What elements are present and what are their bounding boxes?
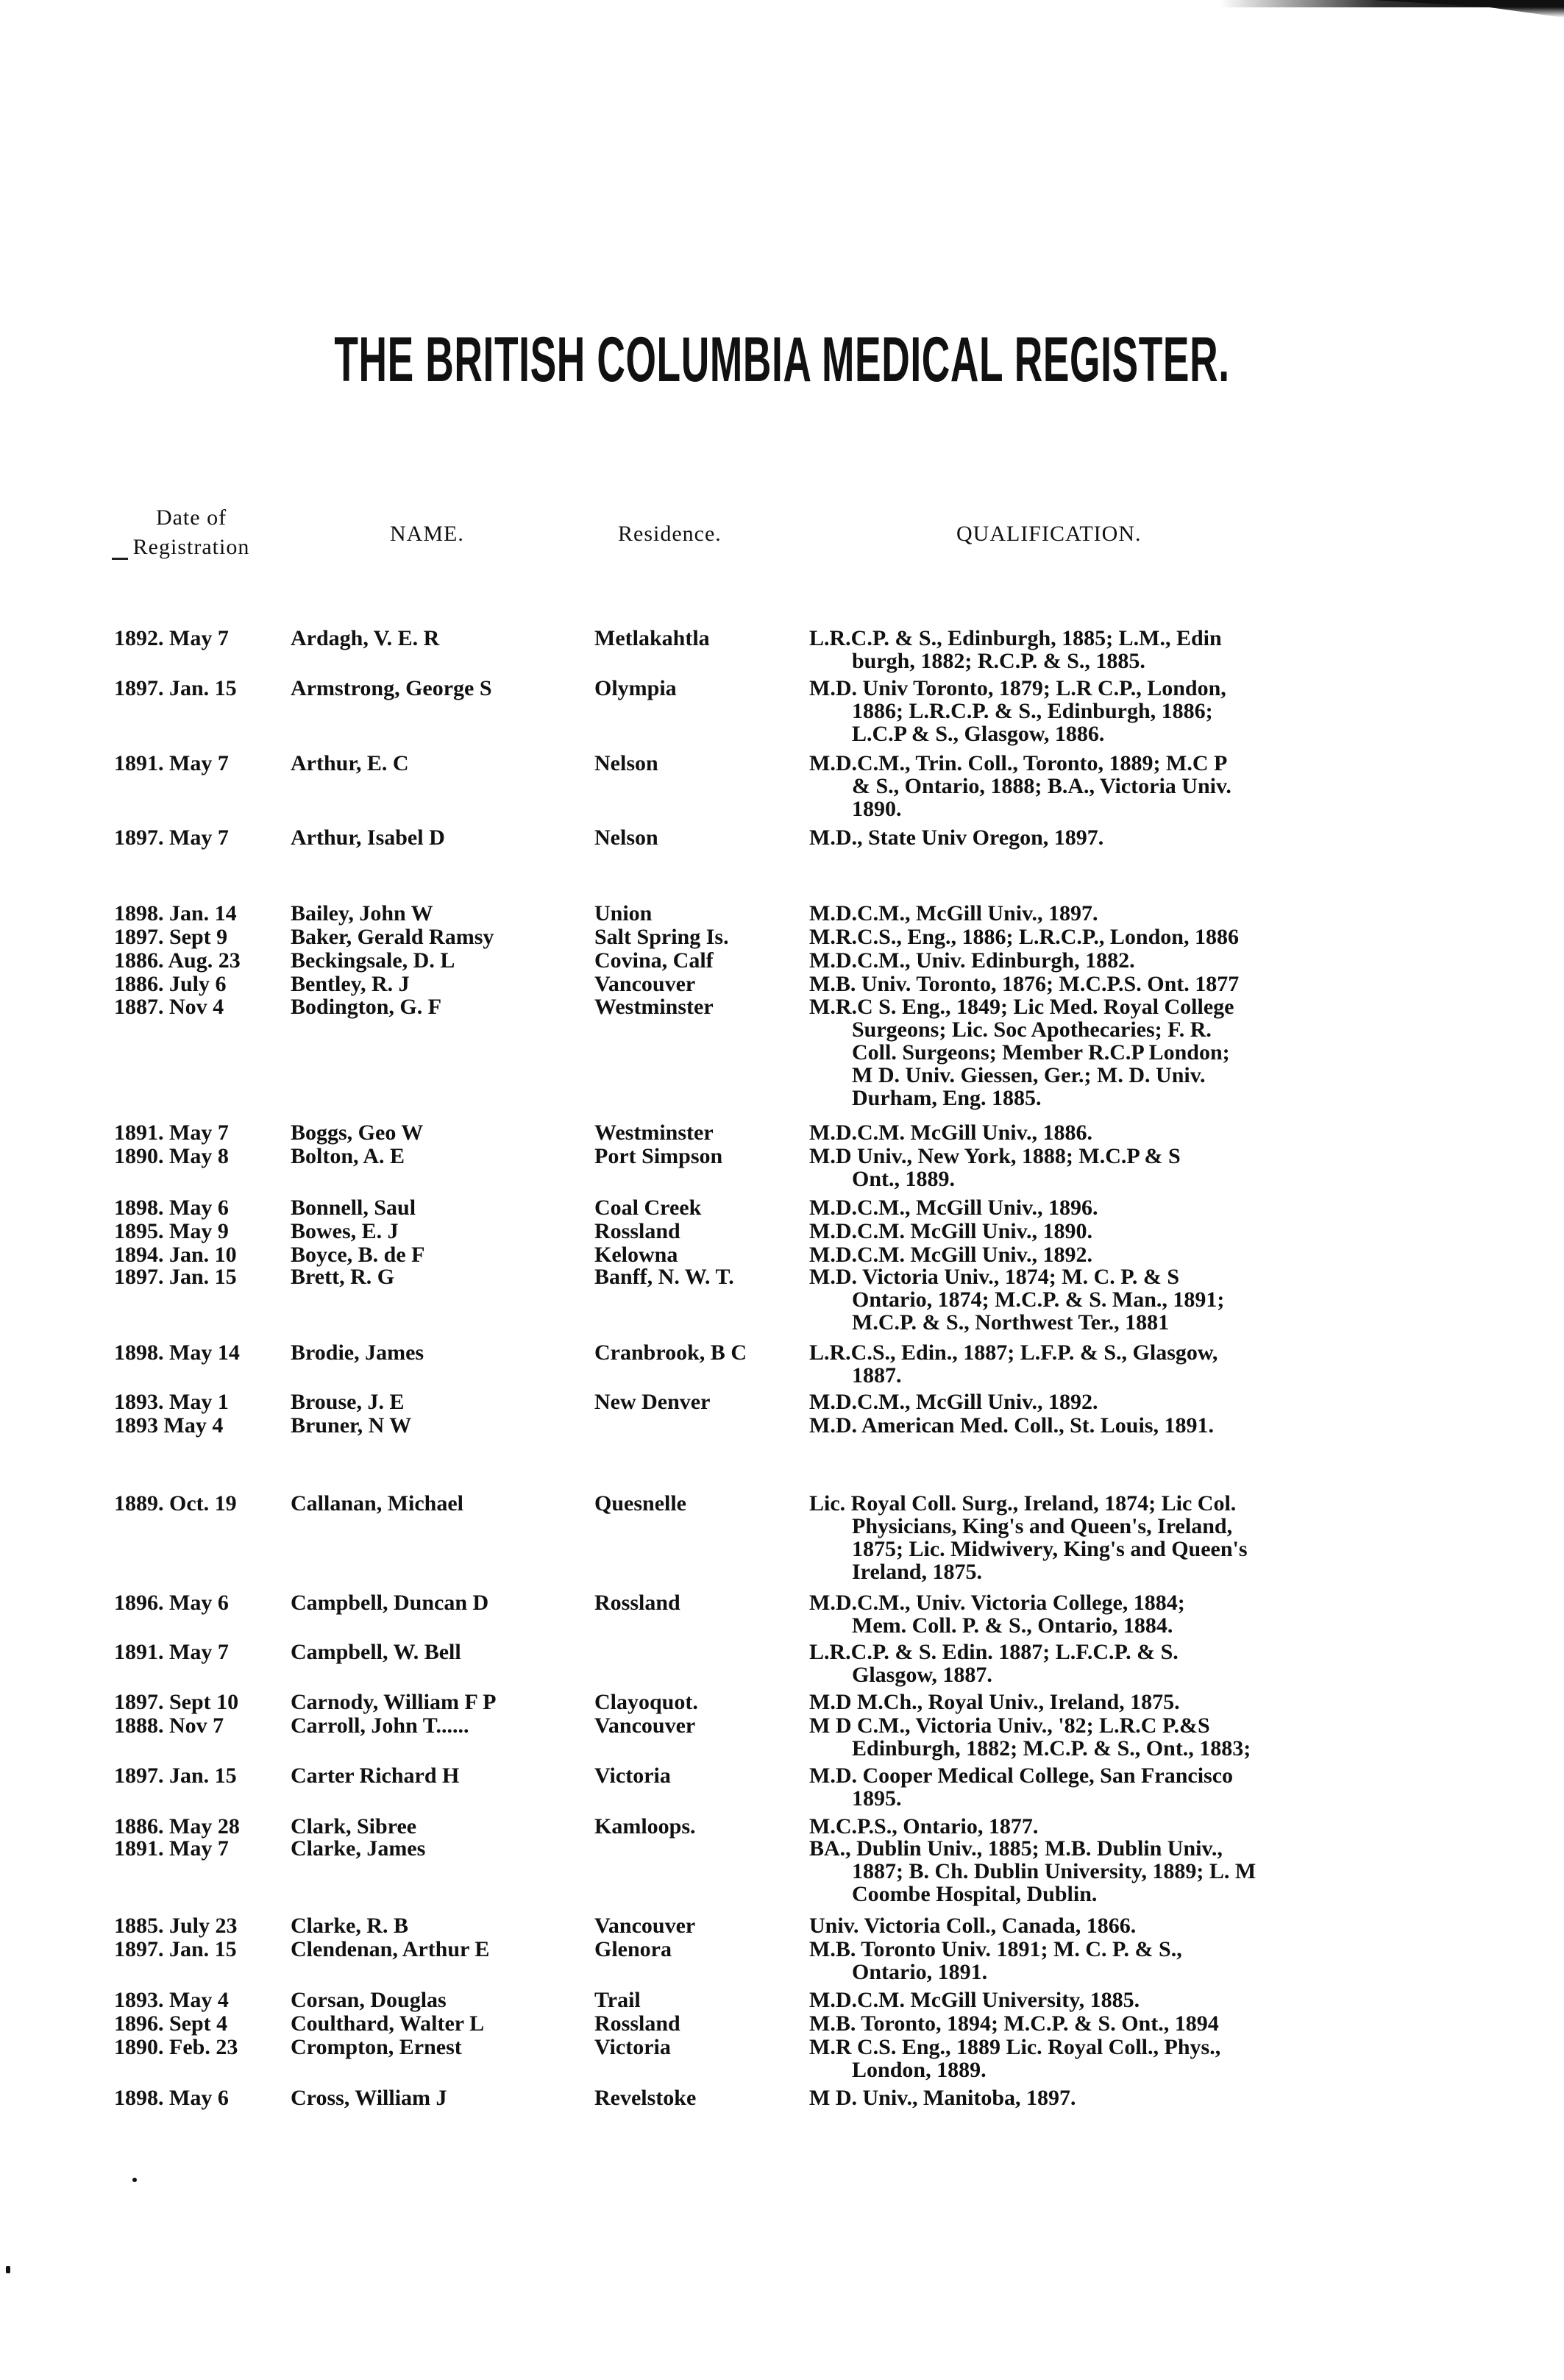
entry-date: 1897. Jan. 15 [114, 1937, 237, 1961]
entry-qualification [809, 752, 1471, 820]
entry-name: Brouse, J. E [291, 1390, 405, 1414]
entry-date: 1893. May 4 [114, 1988, 229, 2012]
entry-qualification [809, 1341, 1471, 1387]
entry-residence: Quesnelle [594, 1491, 686, 1516]
entry-date: 1886. July 6 [114, 972, 227, 996]
entry-date: 1898. May 14 [114, 1340, 240, 1365]
entry-residence: Banff, N. W. T. [594, 1265, 734, 1289]
entry-residence: Cranbrook, B C [594, 1340, 747, 1365]
qualification-line: 1887; B. Ch. Dublin University, 1889; L. M [852, 1859, 1256, 1883]
entry-date: 1889. Oct. 19 [114, 1491, 237, 1516]
scan-speck [132, 2178, 137, 2182]
entry-name: Bolton, A. E [291, 1144, 405, 1168]
entry-residence: Westminster [594, 1120, 714, 1145]
qualification-line: M.D. Victoria Univ., 1874; M. C. P. & S [809, 1265, 1180, 1289]
qualification-line: & S., Ontario, 1888; B.A., Victoria Univ. [852, 774, 1231, 798]
entry-date: 1891. May 7 [114, 751, 229, 775]
entry-qualification [809, 2086, 1471, 2109]
qualification-line: 1887. [852, 1363, 902, 1388]
entry-residence: Vancouver [594, 972, 696, 996]
entry-name: Crompton, Ernest [291, 2035, 462, 2059]
qualification-line: London, 1889. [852, 2058, 987, 2082]
qualification-line: L.R.C.S., Edin., 1887; L.F.P. & S., Glasgow, [809, 1340, 1218, 1365]
entry-qualification [809, 973, 1471, 995]
entry-name: Campbell, Duncan D [291, 1591, 489, 1615]
entry-date: 1898. May 6 [114, 2086, 229, 2110]
entry-name: Bentley, R. J [291, 972, 410, 996]
qualification-line: M.D., State Univ Oregon, 1897. [809, 825, 1104, 850]
entry-name: Bailey, John W [291, 901, 433, 926]
entry-residence: Olympia [594, 676, 677, 700]
entry-name: Bowes, E. J [291, 1219, 399, 1243]
qualification-line: Glasgow, 1887. [852, 1663, 992, 1687]
qualification-line: M.D. American Med. Coll., St. Louis, 1891. [809, 1413, 1214, 1438]
entry-residence: Westminster [594, 995, 714, 1019]
entry-qualification [809, 1591, 1471, 1637]
entry-name: Boggs, Geo W [291, 1120, 424, 1145]
entry-residence: Port Simpson [594, 1144, 723, 1168]
qualification-line: 1890. [852, 797, 902, 821]
qualification-line: M.D.C.M., Trin. Coll., Toronto, 1889; M.C P [809, 751, 1228, 775]
entry-name: Cross, William J [291, 2086, 447, 2110]
qualification-line: M.R C.S. Eng., 1889 Lic. Royal Coll., Phys., [809, 2035, 1221, 2059]
entry-date: 1897. Jan. 15 [114, 1763, 237, 1788]
qualification-line: L.C.P & S., Glasgow, 1886. [852, 722, 1105, 746]
qualification-line: M.D M.Ch., Royal Univ., Ireland, 1875. [809, 1690, 1180, 1714]
entry-date: 1897. Sept 10 [114, 1690, 239, 1714]
qualification-line: M.C.P.S., Ontario, 1877. [809, 1814, 1039, 1839]
entry-residence: Union [594, 901, 653, 926]
qualification-line: M.C.P. & S., Northwest Ter., 1881 [852, 1310, 1170, 1335]
entry-residence: Clayoquot. [594, 1690, 698, 1714]
entry-date: 1896. Sept 4 [114, 2011, 228, 2036]
entry-date: 1898. Jan. 14 [114, 901, 237, 926]
entry-residence: New Denver [594, 1390, 711, 1414]
entry-residence: Glenora [594, 1937, 672, 1961]
entry-date: 1892. May 7 [114, 626, 229, 650]
entry-residence: Salt Spring Is. [594, 925, 729, 949]
qualification-line: M.D.C.M. McGill Univ., 1886. [809, 1120, 1092, 1145]
qualification-line: M.D.C.M., McGill Univ., 1896. [809, 1196, 1098, 1220]
qualification-line: Coombe Hospital, Dublin. [852, 1882, 1098, 1906]
header-date-line1: Date of [155, 505, 227, 530]
entry-date: 1891. May 7 [114, 1120, 229, 1145]
entry-date: 1886. May 28 [114, 1814, 240, 1839]
entry-name: Ardagh, V. E. R [291, 626, 440, 650]
entry-qualification [809, 1764, 1471, 1810]
qualification-line: Surgeons; Lic. Soc Apothecaries; F. R. [852, 1017, 1212, 1042]
qualification-line: M.R.C S. Eng., 1849; Lic Med. Royal College [809, 995, 1234, 1019]
entry-qualification [809, 1220, 1471, 1243]
qualification-line: Ireland, 1875. [852, 1560, 982, 1584]
entry-residence: Kelowna [594, 1243, 678, 1267]
entry-date: 1893. May 1 [114, 1390, 229, 1414]
qualification-line: Edinburgh, 1882; M.C.P. & S., Ont., 1883; [852, 1736, 1251, 1761]
entry-name: Corsan, Douglas [291, 1988, 447, 2012]
entry-qualification [809, 1938, 1471, 1983]
entry-name: Carnody, William F P [291, 1690, 497, 1714]
entry-qualification [809, 1492, 1471, 1583]
entry-residence: Revelstoke [594, 2086, 697, 2110]
entry-name: Bruner, N W [291, 1413, 412, 1438]
qualification-line: M D C.M., Victoria Univ., '82; L.R.C P.&S [809, 1713, 1210, 1738]
qualification-line: M D. Univ. Giessen, Ger.; M. D. Univ. [852, 1063, 1206, 1087]
entry-date: 1894. Jan. 10 [114, 1243, 237, 1267]
qualification-line: 1895. [852, 1786, 902, 1811]
entry-qualification [809, 1641, 1471, 1686]
header-residence: Residence. [618, 522, 722, 546]
entry-date: 1887. Nov 4 [114, 995, 224, 1019]
entry-name: Beckingsale, D. L [291, 948, 455, 973]
qualification-line: M.D.C.M., McGill Univ., 1892. [809, 1390, 1098, 1414]
qualification-line: Coll. Surgeons; Member R.C.P London; [852, 1040, 1230, 1065]
scan-speck [6, 2266, 10, 2273]
entry-qualification [809, 949, 1471, 972]
entry-qualification [809, 677, 1471, 745]
qualification-line: M.D. Cooper Medical College, San Francisco [809, 1763, 1234, 1788]
entry-qualification [809, 1714, 1471, 1760]
entry-residence: Covina, Calf [594, 948, 714, 973]
entry-name: Coulthard, Walter L [291, 2011, 485, 2036]
entry-qualification [809, 1121, 1471, 1144]
qualification-line: M D. Univ., Manitoba, 1897. [809, 2086, 1076, 2110]
entry-date: 1885. July 23 [114, 1914, 238, 1938]
entry-residence: Victoria [594, 1763, 671, 1788]
qualification-line: M.D Univ., New York, 1888; M.C.P & S [809, 1144, 1181, 1168]
entry-residence: Vancouver [594, 1914, 696, 1938]
entry-name: Carter Richard H [291, 1763, 460, 1788]
entry-qualification [809, 2036, 1471, 2081]
entry-name: Brodie, James [291, 1340, 424, 1365]
entry-qualification [809, 902, 1471, 925]
entry-name: Bodington, G. F [291, 995, 442, 1019]
entry-name: Boyce, B. de F [291, 1243, 425, 1267]
qualification-line: burgh, 1882; R.C.P. & S., 1885. [852, 649, 1145, 673]
qualification-line: M.D.C.M., McGill Univ., 1897. [809, 901, 1098, 926]
entry-qualification [809, 926, 1471, 948]
entry-qualification [809, 1145, 1471, 1190]
qualification-line: BA., Dublin Univ., 1885; M.B. Dublin Univ., [809, 1836, 1223, 1861]
entry-qualification [809, 1390, 1471, 1413]
page-title: THE BRITISH COLUMBIA MEDICAL REGISTER. [334, 324, 1230, 395]
entry-name: Arthur, Isabel D [291, 825, 445, 850]
header-name: NAME. [390, 522, 464, 546]
entry-name: Carroll, John T...... [291, 1713, 469, 1738]
entry-date: 1898. May 6 [114, 1196, 229, 1220]
entry-date: 1886. Aug. 23 [114, 948, 241, 973]
qualification-line: L.R.C.P. & S., Edinburgh, 1885; L.M., Edin [809, 626, 1222, 650]
entry-date: 1897. Jan. 15 [114, 1265, 237, 1289]
qualification-line: L.R.C.P. & S. Edin. 1887; L.F.C.P. & S. [809, 1640, 1179, 1664]
qualification-line: M.B. Univ. Toronto, 1876; M.C.P.S. Ont. 1877 [809, 972, 1240, 996]
entry-date: 1897. May 7 [114, 825, 229, 850]
entry-residence: Rossland [594, 1219, 680, 1243]
qualification-line: M.R.C.S., Eng., 1886; L.R.C.P., London, 1886 [809, 925, 1239, 949]
entry-qualification [809, 1414, 1471, 1437]
entry-residence: Victoria [594, 2035, 671, 2059]
entry-name: Bonnell, Saul [291, 1196, 416, 1220]
qualification-line: M.D.C.M., Univ. Edinburgh, 1882. [809, 948, 1135, 973]
entry-residence: Trail [594, 1988, 641, 2012]
entry-name: Armstrong, George S [291, 676, 492, 700]
qualification-line: M.D.C.M., Univ. Victoria College, 1884; [809, 1591, 1185, 1615]
entry-qualification [809, 1265, 1471, 1334]
qualification-line: Univ. Victoria Coll., Canada, 1866. [809, 1914, 1137, 1938]
qualification-line: Mem. Coll. P. & S., Ontario, 1884. [852, 1613, 1173, 1638]
entry-residence: Coal Creek [594, 1196, 702, 1220]
entry-residence: Nelson [594, 825, 658, 850]
qualification-line: M.B. Toronto, 1894; M.C.P. & S. Ont., 1894 [809, 2011, 1219, 2036]
entry-name: Arthur, E. C [291, 751, 409, 775]
entry-qualification [809, 995, 1471, 1109]
entry-residence: Vancouver [594, 1713, 696, 1738]
entry-date: 1895. May 9 [114, 1219, 229, 1243]
entry-name: Brett, R. G [291, 1265, 395, 1289]
entry-qualification [809, 1914, 1471, 1937]
entry-date: 1897. Sept 9 [114, 925, 228, 949]
entry-qualification [809, 1989, 1471, 2011]
entry-residence: Metlakahtla [594, 626, 710, 650]
entry-name: Clarke, R. B [291, 1914, 408, 1938]
qualification-line: 1886; L.R.C.P. & S., Edinburgh, 1886; [852, 699, 1213, 723]
header-date-line2: Registration [132, 535, 250, 559]
qualification-line: Physicians, King's and Queen's, Ireland, [852, 1514, 1233, 1538]
entry-residence: Rossland [594, 2011, 680, 2036]
entry-name: Callanan, Michael [291, 1491, 464, 1516]
qualification-line: Ont., 1889. [852, 1167, 956, 1191]
entry-date: 1891. May 7 [114, 1836, 229, 1861]
qualification-line: M.D.C.M. McGill Univ., 1890. [809, 1219, 1092, 1243]
entry-date: 1890. May 8 [114, 1144, 229, 1168]
header-qualification: QUALIFICATION. [956, 522, 1142, 546]
qualification-line: M.D.C.M. McGill University, 1885. [809, 1988, 1140, 2012]
entry-date: 1891. May 7 [114, 1640, 229, 1664]
entry-qualification [809, 826, 1471, 849]
entry-name: Campbell, W. Bell [291, 1640, 461, 1664]
qualification-line: Durham, Eng. 1885. [852, 1086, 1042, 1110]
entry-qualification [809, 1243, 1471, 1266]
qualification-line: Ontario, 1874; M.C.P. & S. Man., 1891; [852, 1287, 1225, 1312]
entry-qualification [809, 1196, 1471, 1219]
entry-name: Clark, Sibree [291, 1814, 417, 1839]
entry-qualification [809, 1815, 1471, 1838]
entry-residence: Nelson [594, 751, 658, 775]
entry-date: 1893 May 4 [114, 1413, 224, 1438]
entry-qualification [809, 627, 1471, 672]
qualification-line: 1875; Lic. Midwivery, King's and Queen's [852, 1537, 1248, 1561]
qualification-line: Lic. Royal Coll. Surg., Ireland, 1874; Lic Col. [809, 1491, 1237, 1516]
entry-name: Baker, Gerald Ramsy [291, 925, 494, 949]
qualification-line: M.D.C.M. McGill Univ., 1892. [809, 1243, 1092, 1267]
entry-residence: Rossland [594, 1591, 680, 1615]
entry-date: 1896. May 6 [114, 1591, 229, 1615]
entry-qualification [809, 2012, 1471, 2035]
qualification-line: M.B. Toronto Univ. 1891; M. C. P. & S., [809, 1937, 1182, 1961]
entry-residence: Kamloops. [594, 1814, 696, 1839]
entry-qualification [809, 1691, 1471, 1713]
entry-qualification [809, 1837, 1471, 1905]
entry-date: 1888. Nov 7 [114, 1713, 224, 1738]
qualification-line: M.D. Univ Toronto, 1879; L.R C.P., London, [809, 676, 1226, 700]
entry-name: Clendenan, Arthur E [291, 1937, 490, 1961]
entry-date: 1897. Jan. 15 [114, 676, 237, 700]
entry-name: Clarke, James [291, 1836, 426, 1861]
entry-date: 1890. Feb. 23 [114, 2035, 238, 2059]
qualification-line: Ontario, 1891. [852, 1960, 988, 1984]
